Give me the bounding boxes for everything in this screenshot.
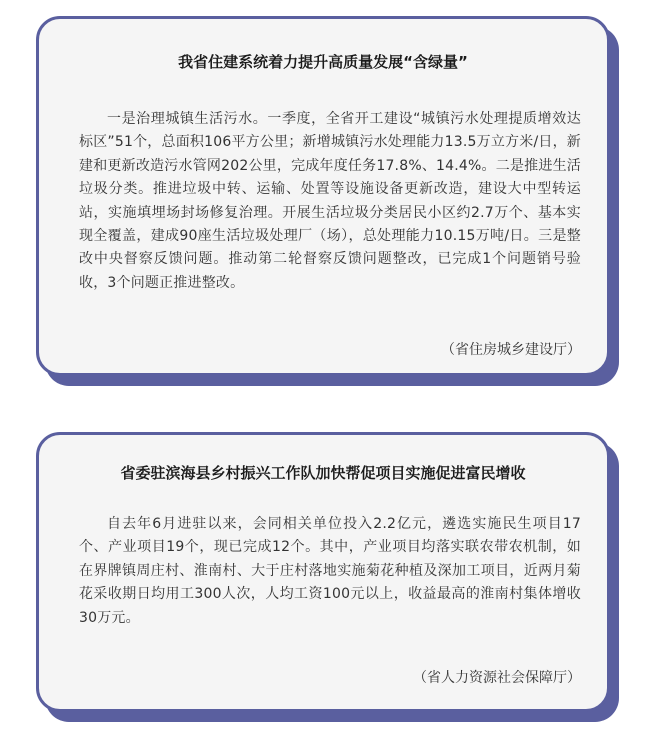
card-title: 我省住建系统着力提升高质量发展“含绿量” bbox=[178, 53, 468, 71]
news-card-rural-revitalization bbox=[36, 432, 610, 712]
card-title: 省委驻滨海县乡村振兴工作队加快帮促项目实施促进富民增收 bbox=[120, 464, 526, 482]
card-panel bbox=[36, 432, 610, 712]
card-body: 一是治理城镇生活污水。一季度，全省开工建设“城镇污水处理提质增效达标区”51个，总面积106平方公里；新增城镇污水处理能力13.5万立方米/日，新建和更新改造污水管网202公里，完成年度任务17.8%、14.4%。二是推进生活垃圾分类。推进垃圾中转、运输、处置等设施设备更新改造，建设大中型转运站，实施填埋场封场修复治理。开展生活垃圾分类居民小区约2.7万个、基本实现全覆盖，建成90座生活垃圾处理厂（场），总处理能力10.15万吨/日。三是整改中央督察反馈问题。推动第二轮督察反馈问题整改，已完成1个问题销号验收，3个问题正推进整改。 bbox=[79, 111, 581, 291]
card-source: （省人力资源社会保障厅） bbox=[413, 670, 581, 686]
card-body: 自去年6月进驻以来，会同相关单位投入2.2亿元，遴选实施民生项目17个、产业项目19个，现已完成12个。其中，产业项目均落实联农带农机制，如在界牌镇周庄村、淮南村、大于庄村落地实施菊花种植及深加工项目，近两月菊花采收期日均用工300人次，人均工资100元以上，收益最高的淮南村集体增收30万元。 bbox=[79, 516, 581, 626]
news-card-housing bbox=[36, 16, 610, 376]
card-source: （省住房城乡建设厅） bbox=[441, 342, 581, 358]
card-panel bbox=[36, 16, 610, 376]
